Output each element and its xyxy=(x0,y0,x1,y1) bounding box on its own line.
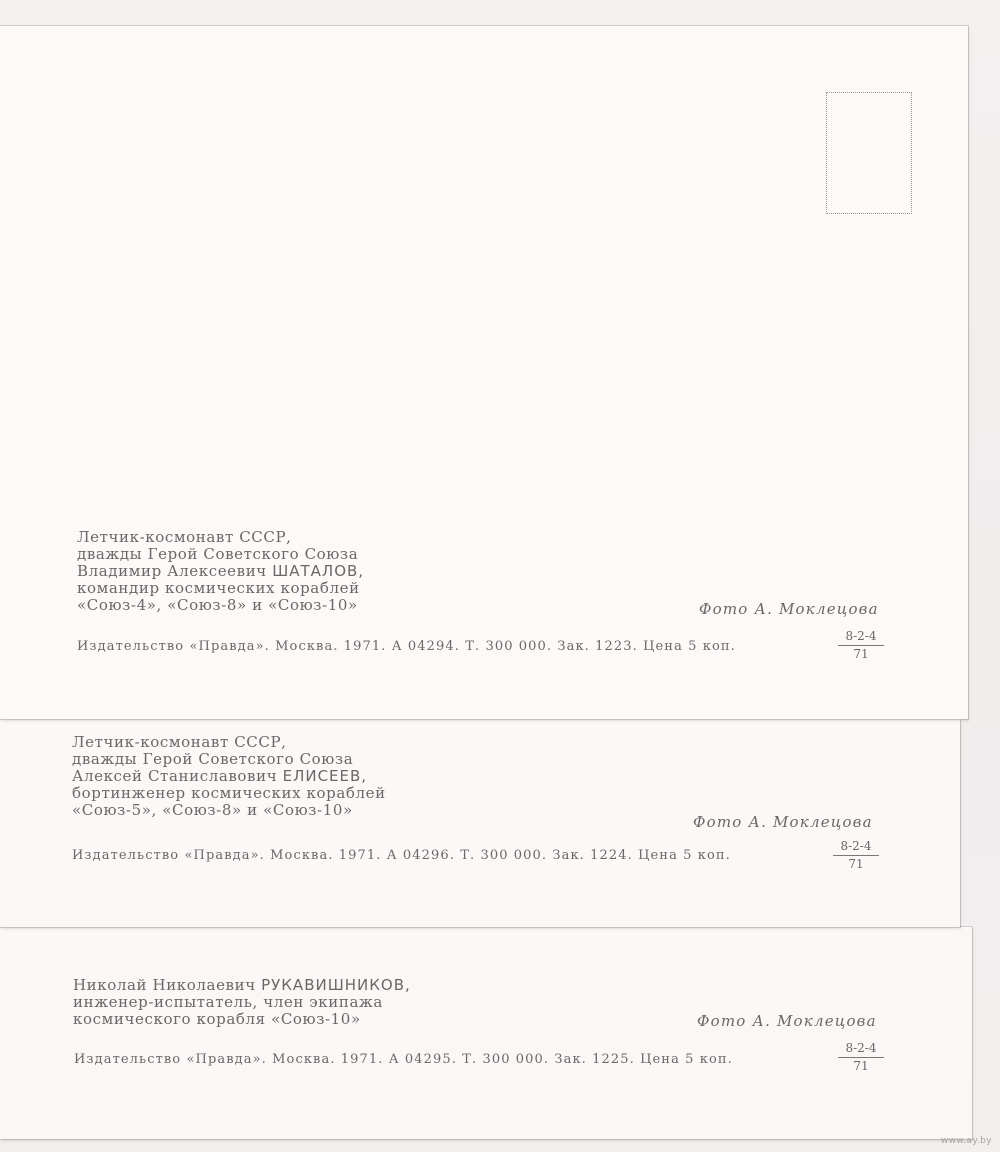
caption-title: Летчик-космонавт СССР, xyxy=(72,733,287,751)
publisher-code xyxy=(833,840,879,871)
caption-name xyxy=(77,563,364,580)
caption-block xyxy=(72,734,386,819)
photo-credit: Фото А. Моклецова xyxy=(693,813,873,831)
caption-name xyxy=(73,977,411,994)
publisher-code xyxy=(838,630,884,661)
photo-credit: Фото А. Моклецова xyxy=(699,600,879,618)
caption-name xyxy=(72,768,386,785)
surname: ШАТАЛОВ, xyxy=(272,562,365,580)
caption-award: дважды Герой Советского Союза xyxy=(77,545,359,563)
given-name: Алексей Станиславович xyxy=(72,767,278,785)
imprint-line: Издательство «Правда». Москва. 1971. А 04296. Т. 300 000. Зак. 1224. Цена 5 коп. xyxy=(72,848,731,863)
caption-award: дважды Герой Советского Союза xyxy=(72,750,354,768)
publisher-code-denominator: 71 xyxy=(848,857,864,871)
publisher-code xyxy=(838,1042,884,1073)
caption-missions: космического корабля «Союз-10» xyxy=(73,1010,361,1028)
surname: РУКАВИШНИКОВ, xyxy=(261,976,411,994)
caption-block xyxy=(77,529,364,614)
caption-missions: «Союз-5», «Союз-8» и «Союз-10» xyxy=(72,801,353,819)
stamp-placeholder-box xyxy=(826,92,912,214)
caption-missions: «Союз-4», «Союз-8» и «Союз-10» xyxy=(77,596,358,614)
given-name: Николай Николаевич xyxy=(73,976,256,994)
publisher-code-numerator: 8-2-4 xyxy=(838,1042,884,1058)
imprint-line: Издательство «Правда». Москва. 1971. А 04294. Т. 300 000. Зак. 1223. Цена 5 коп. xyxy=(77,639,736,654)
caption-role: инженер-испытатель, член экипажа xyxy=(73,993,383,1011)
publisher-code-denominator: 71 xyxy=(853,647,869,661)
surname: ЕЛИСЕЕВ, xyxy=(282,767,368,785)
site-watermark: www.ay.by xyxy=(940,1136,992,1146)
caption-block xyxy=(73,977,411,1028)
publisher-code-denominator: 71 xyxy=(853,1059,869,1073)
caption-role: бортинженер космических кораблей xyxy=(72,784,386,802)
photo-credit: Фото А. Моклецова xyxy=(697,1012,877,1030)
postcard-rukavishnikov xyxy=(0,927,972,1139)
given-name: Владимир Алексеевич xyxy=(77,562,267,580)
postcard-shatalov xyxy=(0,26,968,719)
postcard-eliseev xyxy=(0,719,960,927)
caption-title: Летчик-космонавт СССР, xyxy=(77,528,292,546)
publisher-code-numerator: 8-2-4 xyxy=(833,840,879,856)
publisher-code-numerator: 8-2-4 xyxy=(838,630,884,646)
imprint-line: Издательство «Правда». Москва. 1971. А 04295. Т. 300 000. Зак. 1225. Цена 5 коп. xyxy=(74,1052,733,1067)
caption-role: командир космических кораблей xyxy=(77,579,360,597)
